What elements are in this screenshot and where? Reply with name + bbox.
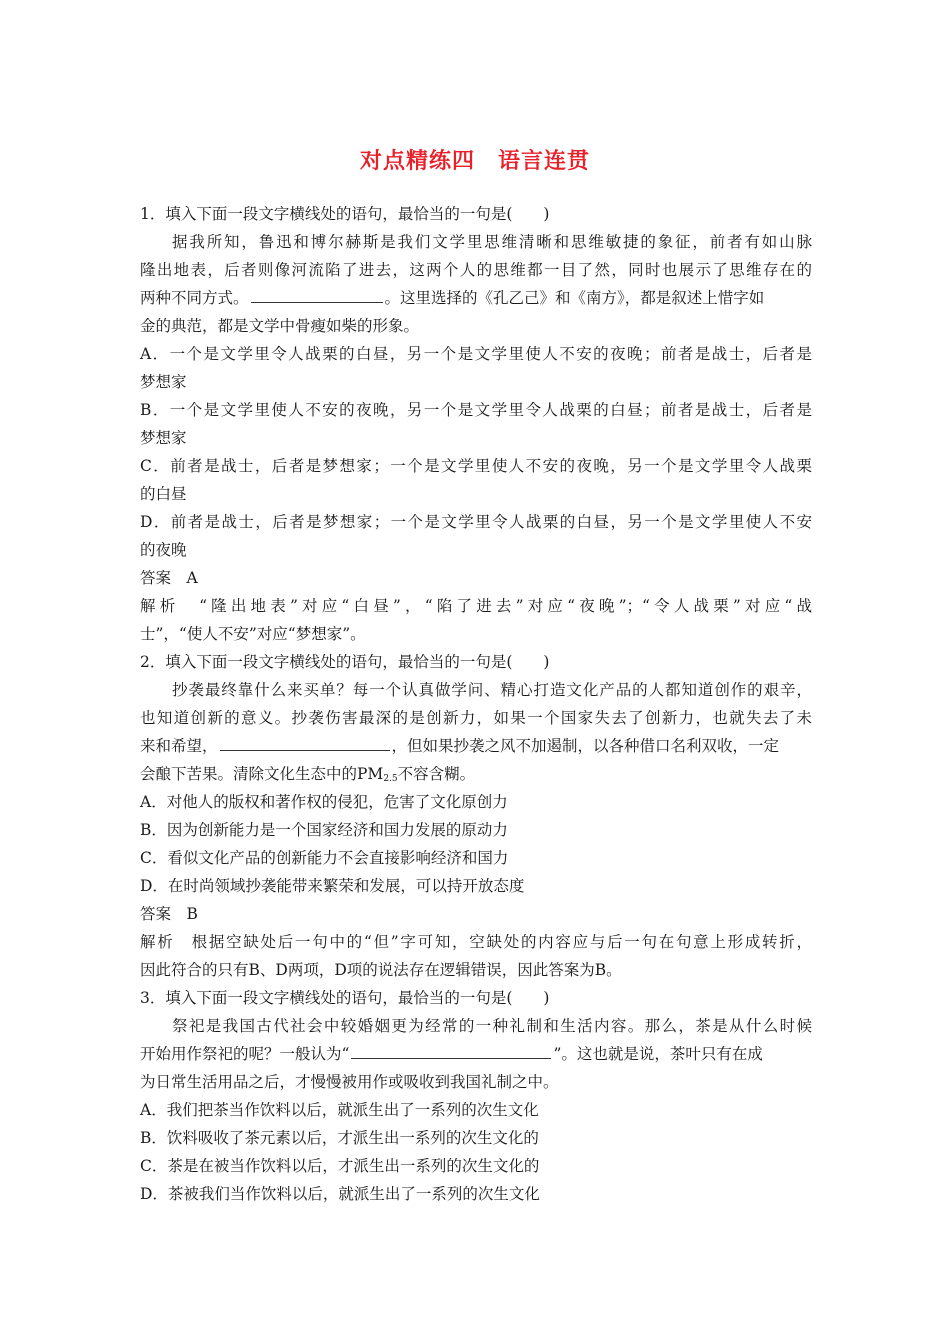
q1-passage-line: 隆出地表，后者则像河流陷了进去，这两个人的思维都一目了然，同时也展示了思维存在的 [140,261,812,279]
q3-passage-text: ”。这也就是说，茶叶只有在成 [553,1045,763,1063]
q1-option-a-cont: 梦想家 [140,373,187,391]
q2-passage-text: 来和希望， [140,737,218,755]
q2-passage-text: 不容含糊。 [397,765,476,783]
q1-option-c-cont: 的白昼 [140,485,187,503]
q2-passage-line [140,732,812,760]
q1-option-b-cont: 梦想家 [140,429,187,447]
q3-option-d: D．茶被我们当作饮料以后，就派生出了一系列的次生文化 [140,1185,540,1203]
q3-option-b: B．饮料吸收了茶元素以后，才派生出一系列的次生文化的 [140,1129,539,1147]
q3-passage-text: 开始用作祭祀的呢？一般认为“ [140,1045,350,1063]
answer-blank [251,284,383,303]
q2-stem: 2．填入下面一段文字横线处的语句，最恰当的一句是( ) [140,653,550,671]
q2-option-d: D．在时尚领域抄袭能带来繁荣和发展，可以持开放态度 [140,877,525,895]
page-title: 对点精练四 语言连贯 [359,149,590,174]
q1-option-d: D．前者是战士，后者是梦想家；一个是文学里令人战栗的白昼，另一个是文学里使人不安 [140,513,812,531]
q2-passage-text: ，但如果抄袭之风不加遏制，以各种借口名利双收，一定 [391,737,780,755]
q1-option-a: A．一个是文学里令人战栗的白昼，另一个是文学里使人不安的夜晚；前者是战士，后者是 [140,345,812,363]
answer-blank [220,732,390,751]
q1-analysis-cont: 士”，“使人不安”对应“梦想家”。 [140,625,366,643]
q1-answer: 答案 A [140,569,198,587]
q3-option-a: A．我们把茶当作饮料以后，就派生出了一系列的次生文化 [140,1101,539,1119]
answer-blank [351,1040,551,1059]
q3-passage-line: 为日常生活用品之后，才慢慢被用作或吸收到我国礼制之中。 [140,1073,559,1091]
q1-passage-line: 据我所知，鲁迅和博尔赫斯是我们文学里思维清晰和思维敏捷的象征，前者有如山脉 [172,233,812,251]
q2-passage-line: 抄袭最终靠什么来买单？每一个认真做学问、精心打造文化产品的人都知道创作的艰辛， [172,681,812,699]
q2-option-b: B．因为创新能力是一个国家经济和国力发展的原动力 [140,821,508,839]
q1-stem: 1．填入下面一段文字横线处的语句，最恰当的一句是( ) [140,205,550,223]
q1-passage-line [140,284,812,312]
q3-passage-line [140,1040,812,1068]
q1-option-c: C．前者是战士，后者是梦想家；一个是文学里使人不安的夜晚，另一个是文学里令人战栗 [140,457,812,475]
q2-option-c: C．看似文化产品的创新能力不会直接影响经济和国力 [140,849,509,867]
q1-analysis: 解析 “隆出地表”对应“白昼”，“陷了进去”对应“夜晚”；“令人战栗”对应“战 [140,597,812,615]
q3-stem: 3．填入下面一段文字横线处的语句，最恰当的一句是( ) [140,989,550,1007]
q1-passage-text: 两种不同方式。 [140,289,249,307]
q2-passage-text: 会酿下苦果。清除文化生态中的PM [140,765,384,783]
q2-answer: 答案 B [140,905,198,923]
q2-passage-line [140,760,812,788]
q2-passage-line: 也知道创新的意义。抄袭伤害最深的是创新力，如果一个国家失去了创新力，也就失去了未 [140,709,812,727]
pm-subscript: 2.5 [383,774,398,784]
question-content [140,200,812,1208]
q1-passage-line: 金的典范，都是文学中骨瘦如柴的形象。 [140,317,420,335]
q3-option-c: C．茶是在被当作饮料以后，才派生出一系列的次生文化的 [140,1157,540,1175]
q1-option-b: B．一个是文学里使人不安的夜晚，另一个是文学里令人战栗的白昼；前者是战士，后者是 [140,401,812,419]
q2-analysis: 解析 根据空缺处后一句中的“但”字可知，空缺处的内容应与后一句在句意上形成转折， [140,933,812,951]
q1-option-d-cont: 的夜晚 [140,541,187,559]
q2-analysis-cont: 因此符合的只有B、D两项，D项的说法存在逻辑错误，因此答案为B。 [140,961,622,979]
q1-passage-text: 。这里选择的《孔乙己》和《南方》，都是叙述上惜字如 [384,289,765,307]
q2-option-a: A．对他人的版权和著作权的侵犯，危害了文化原创力 [140,793,508,811]
q3-passage-line: 祭祀是我国古代社会中较婚姻更为经常的一种礼制和生活内容。那么，茶是从什么时候 [172,1017,812,1035]
